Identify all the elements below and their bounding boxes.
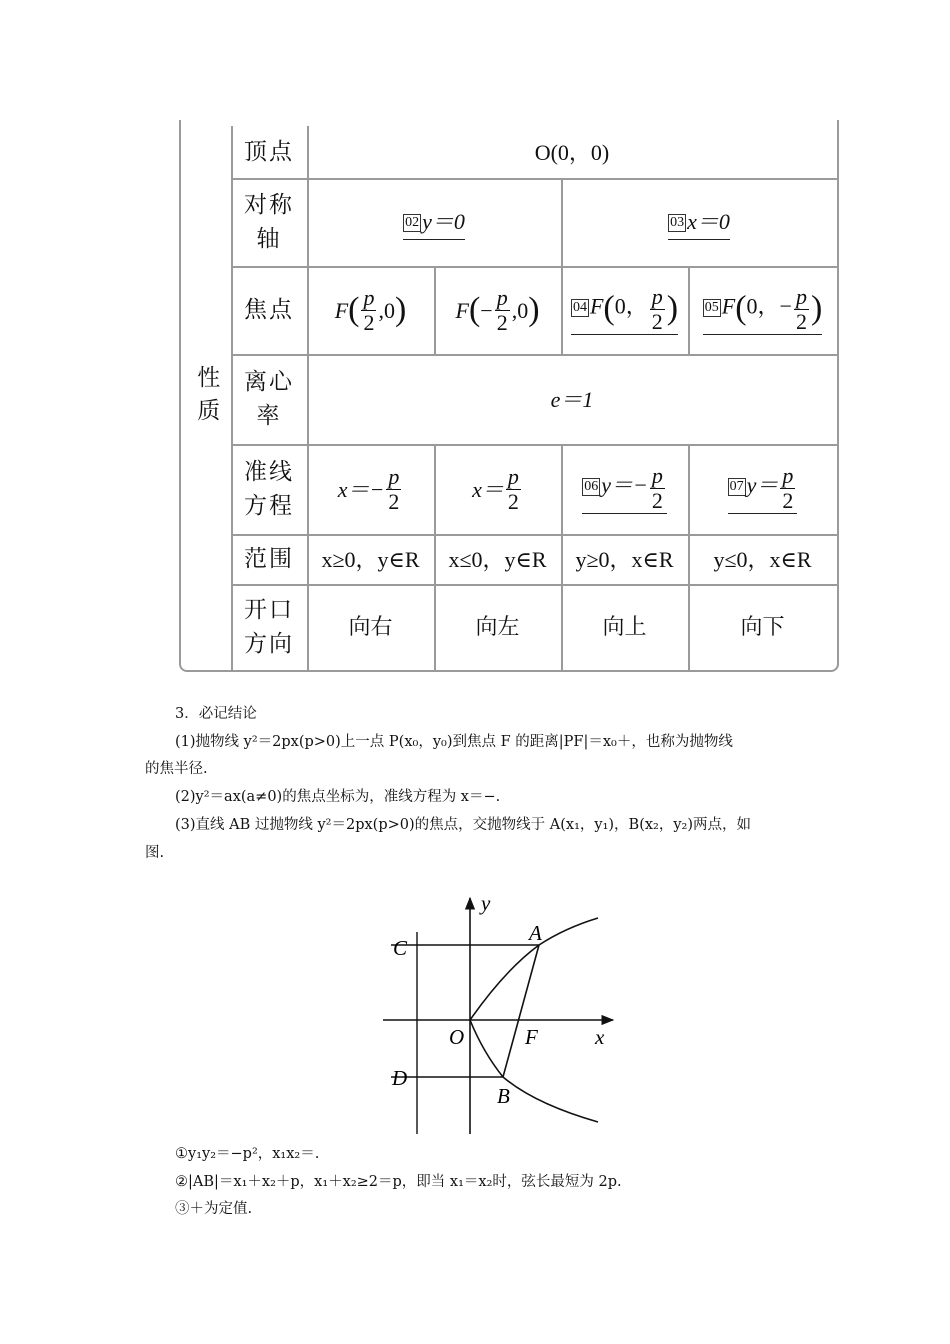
conclusion-1-line-2: 的焦半径. <box>145 761 208 777</box>
directrix-up: 06 y＝− $\frac{p}{2}$ <box>561 444 688 534</box>
parabola-focal-chord-figure <box>355 872 625 1140</box>
conclusion-3-line-1: (3)直线 AB 过抛物线 y²＝2px(p>0)的焦点，交抛物线于 A(x₁，y₁)，B(x₂，y₂)两点，如 <box>175 817 752 833</box>
row-label-axis: 对称轴 <box>244 191 294 252</box>
result-1: ①y₁y₂＝−p²，x₁x₂＝. <box>175 1146 320 1162</box>
row-label-eccentricity: 离心率 <box>244 368 294 429</box>
label-F: F <box>525 1025 538 1049</box>
focus-up: 04 F(0， $\frac{p}{2}$ ) <box>572 284 679 334</box>
range-up: y≥0，x∈R <box>575 546 674 572</box>
answer-number: 02 <box>405 214 420 230</box>
directrix-down: 07 y＝ $\frac{p}{2}$ <box>688 444 837 534</box>
label-C: C <box>393 936 408 960</box>
answer-number: 06 <box>584 479 599 495</box>
range-left: x≤0，y∈R <box>448 546 547 572</box>
conclusion-3-line-2: 图. <box>145 845 165 861</box>
row-label-opening: 开口方向 <box>244 596 294 657</box>
row-label-focus: 焦点 <box>244 296 294 323</box>
result-2: ②|AB|＝x₁＋x₂＋p，x₁＋x₂≥2＝p，即当 x₁＝x₂时，弦长最短为 2p. <box>175 1174 622 1190</box>
focal-chord-AB <box>503 945 539 1077</box>
section-heading: 3．必记结论 <box>175 706 257 722</box>
row-label-range: 范围 <box>244 545 294 572</box>
label-O: O <box>449 1025 465 1049</box>
directrix-left: x＝ $\frac{p}{2}$ <box>472 464 519 514</box>
answer-number: 07 <box>729 479 744 495</box>
focus-left: F ( − $\frac{p}{2}$ , 0 ) <box>455 285 540 335</box>
opening-down: 向下 <box>740 614 785 640</box>
focus-down: 05 F(0，− $\frac{p}{2}$ ) <box>704 284 823 334</box>
conclusion-2: (2)y²＝ax(a≠0)的焦点坐标为，准线方程为 x＝−. <box>175 789 501 805</box>
range-down: y≤0，x∈R <box>713 546 812 572</box>
focus-right: F ( $\frac{p}{2}$ , 0 ) <box>334 285 407 335</box>
label-B: B <box>497 1084 510 1108</box>
answer-number: 05 <box>704 300 719 316</box>
opening-left: 向左 <box>475 614 520 640</box>
answer-number: 03 <box>670 214 685 230</box>
properties-table <box>179 126 839 672</box>
row-label-directrix: 准线方程 <box>244 458 294 519</box>
axis-value-y-dir: 03 x＝0 <box>561 178 837 266</box>
row-label-vertex: 顶点 <box>244 138 294 165</box>
conclusion-1-line-1: (1)抛物线 y²＝2px(p>0)上一点 P(x₀，y₀)到焦点 F 的距离|PF|＝x₀＋，也称为抛物线 <box>175 734 733 750</box>
opening-right: 向右 <box>348 614 393 640</box>
opening-up: 向上 <box>602 614 647 640</box>
eccentricity-value: e＝1 <box>550 386 594 412</box>
range-right: x≥0，y∈R <box>321 546 420 572</box>
axis-value-x-dir: 02 y＝0 <box>307 178 561 266</box>
label-A: A <box>529 921 542 945</box>
vertex-value: O(0，0) <box>534 139 610 165</box>
result-3: ③＋为定值. <box>175 1201 253 1217</box>
label-y: y <box>481 891 491 915</box>
directrix-right: x＝− $\frac{p}{2}$ <box>337 464 400 514</box>
label-D: D <box>392 1066 408 1090</box>
answer-number: 04 <box>572 300 587 316</box>
section-label: 性质 <box>193 365 220 431</box>
label-x: x <box>595 1025 605 1049</box>
